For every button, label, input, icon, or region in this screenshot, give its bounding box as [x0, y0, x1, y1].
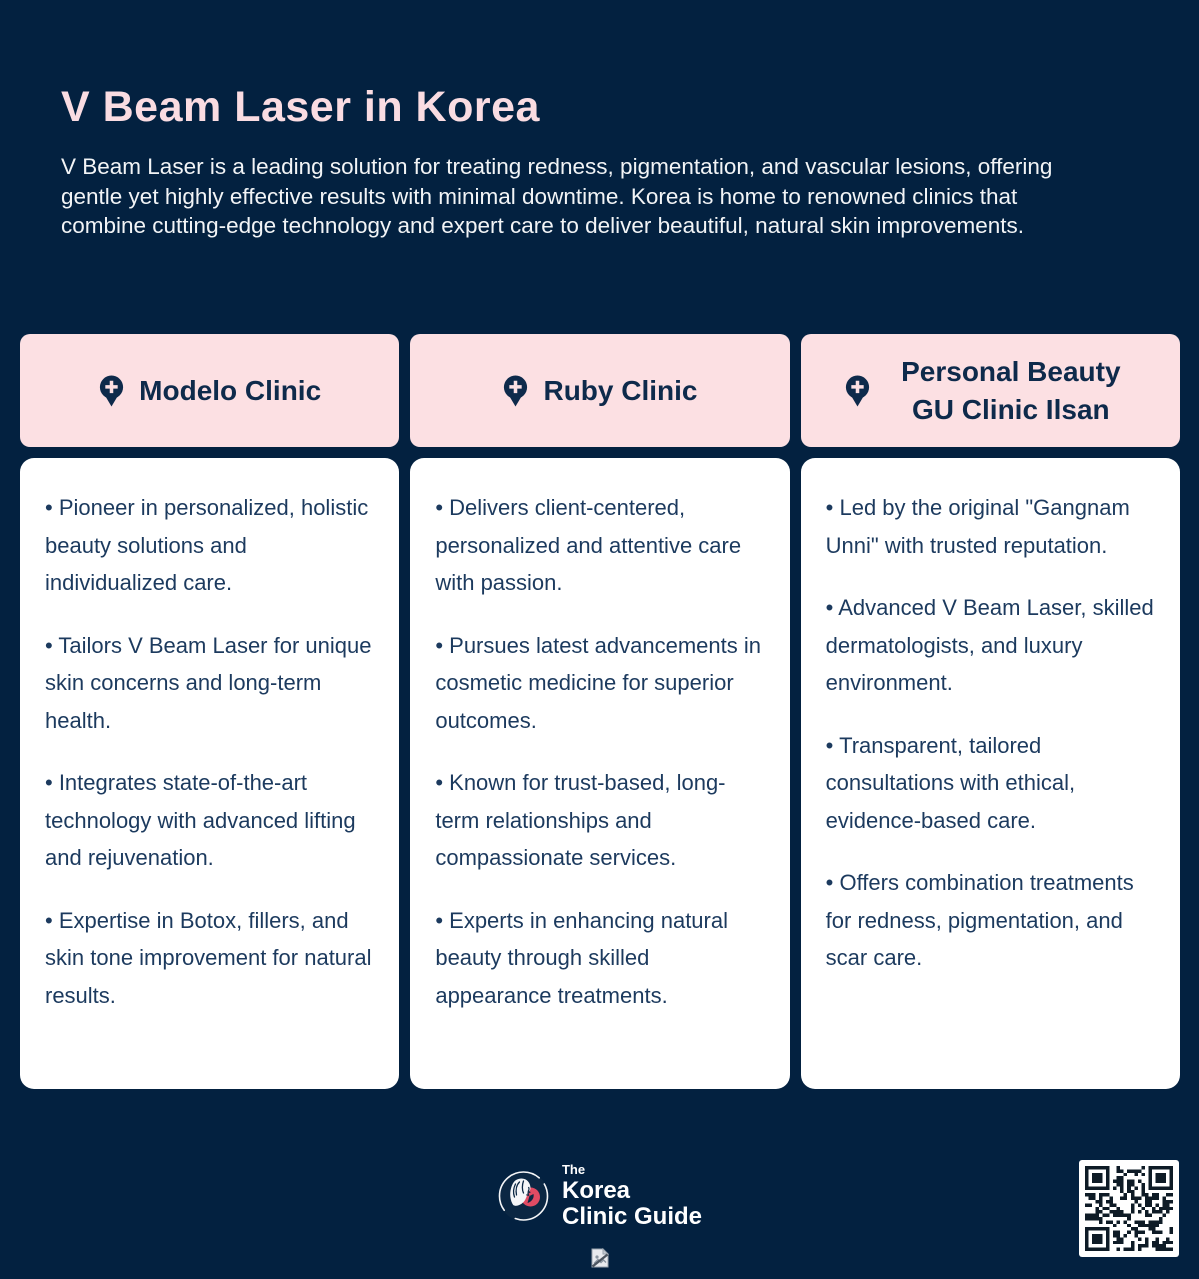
clinic-column-personal-beauty	[801, 334, 1180, 1089]
clinic-details-card	[410, 458, 789, 1089]
korea-clinic-guide-logo	[497, 1162, 702, 1229]
clinic-point: • Pursues latest advancements in cosmetic medicine for superior outcomes.	[435, 632, 761, 733]
clinic-header-card	[20, 334, 399, 447]
clinic-details-card	[20, 458, 399, 1089]
clinic-point: • Integrates state-of-the-art technology with advanced lifting and rejuvenation.	[45, 770, 356, 870]
logo-clinic-guide: Clinic Guide	[561, 1202, 703, 1230]
broken-image-icon	[591, 1248, 609, 1268]
page-title: V Beam Laser in Korea	[61, 83, 540, 131]
header-section	[61, 84, 1106, 240]
clinic-column-modelo	[20, 334, 399, 1089]
logo-the: The	[561, 1162, 586, 1177]
clinic-name: Ruby Clinic	[543, 374, 698, 406]
clinic-point: • Led by the original "Gangnam Unni" with trusted reputation.	[825, 495, 1130, 558]
clinic-header-card	[801, 334, 1180, 447]
clinic-point: • Tailors V Beam Laser for unique skin concerns and long-term health.	[45, 632, 372, 733]
clinic-name: Modelo Clinic	[139, 374, 322, 406]
logo-korea: Korea	[561, 1176, 631, 1204]
location-pin-icon	[502, 375, 529, 407]
clinic-point: • Advanced V Beam Laser, skilled dermatologists, and luxury environment.	[825, 595, 1154, 695]
clinic-name: Personal Beauty GU Clinic Ilsan	[901, 355, 1121, 425]
clinic-point: • Pioneer in personalized, holistic beauty solutions and individualized care.	[45, 495, 369, 595]
clinic-header-card	[410, 334, 789, 447]
logo-text	[562, 1162, 702, 1229]
clinic-point: • Experts in enhancing natural beauty through skilled appearance treatments.	[435, 907, 728, 1008]
clinic-point: • Transparent, tailored consultations with ethical, evidence-based care.	[825, 732, 1076, 833]
clinic-point: • Delivers client-centered, personalized and attentive care with passion.	[435, 495, 742, 595]
qr-code	[1079, 1160, 1179, 1257]
intro-text: V Beam Laser is a leading solution for treating redness, pigmentation, and vascular lesions, offering gentle yet highly effective results with minimal downtime. Korea is home to renowned clinics that combine cutting-edge technology and expert care to deliver beautiful, natural skin improvements.	[61, 154, 1053, 238]
logo-emblem-icon	[497, 1170, 549, 1222]
clinic-point: • Known for trust-based, long-term relationships and compassionate services.	[435, 770, 726, 870]
clinic-grid	[20, 334, 1180, 1089]
clinic-details-card	[801, 458, 1180, 1089]
clinic-column-ruby	[410, 334, 789, 1089]
location-pin-icon	[844, 375, 871, 407]
location-pin-icon	[98, 375, 125, 407]
clinic-point: • Offers combination treatments for redness, pigmentation, and scar care.	[825, 870, 1134, 970]
clinic-point: • Expertise in Botox, fillers, and skin tone improvement for natural results.	[45, 907, 372, 1008]
